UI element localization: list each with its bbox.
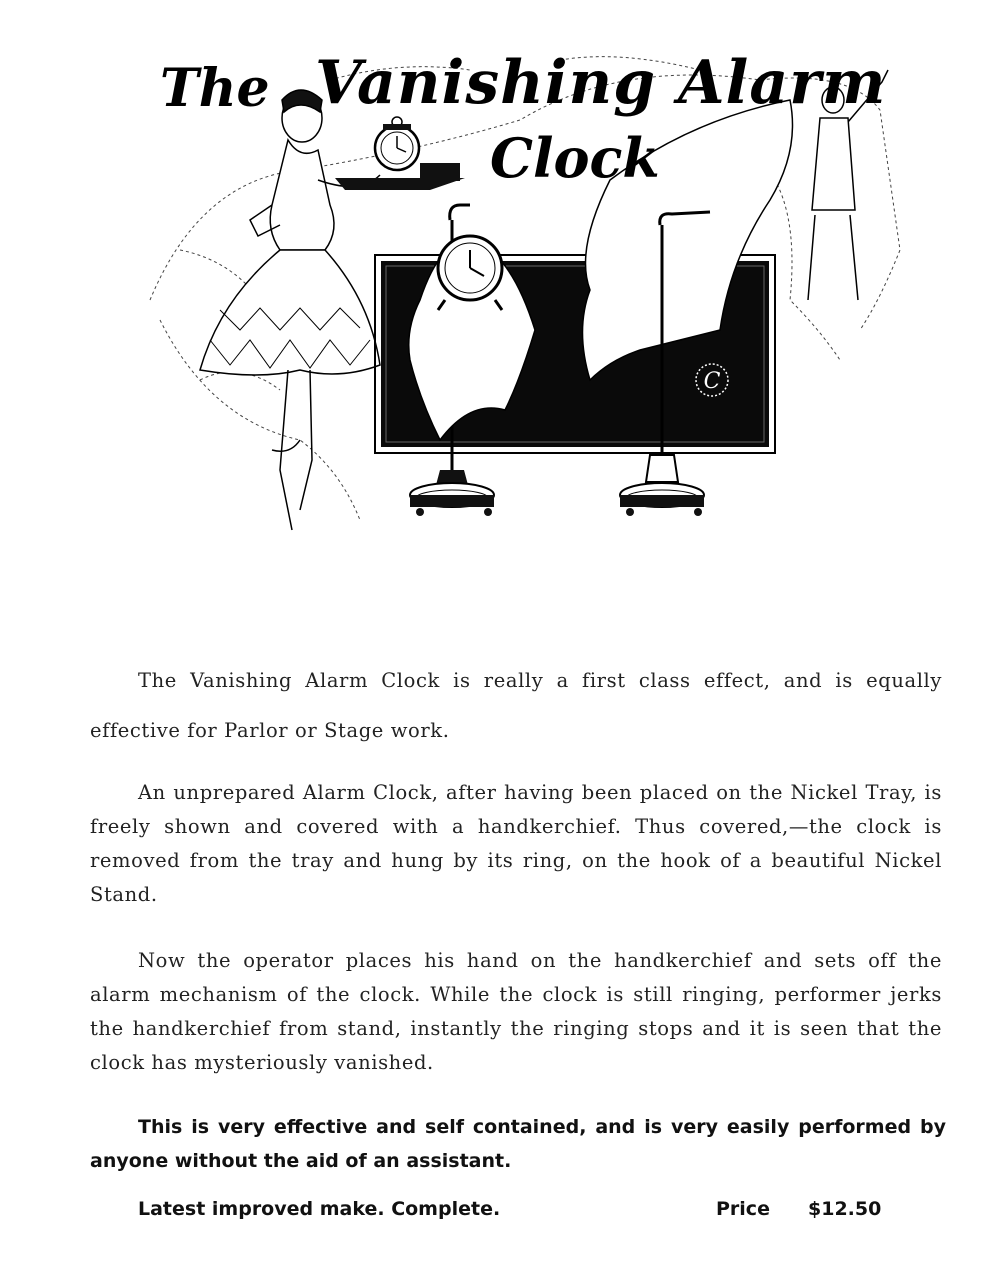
price-value: $12.50 xyxy=(808,1198,882,1220)
price-label: Price xyxy=(716,1198,770,1220)
title-clock: Clock xyxy=(490,126,660,190)
title-the: The xyxy=(160,58,270,119)
woman-figure xyxy=(200,90,380,530)
paragraph-summary: This is very effective and self contained, and is very easily performed by anyone without the aid of an assistant. xyxy=(90,1116,946,1172)
paragraph-description: An unprepared Alarm Clock, after having been placed on the Nickel Tray, is freely shown and covered with a handkerchief. Thus covered,—the clock is removed from the tray and hung by its ring, on the hook of a beautiful Nickel Stand. xyxy=(90,781,942,906)
title-vanishing-alarm: Vanishing Alarm xyxy=(315,48,887,118)
paragraph-intro: The Vanishing Alarm Clock is really a first class effect, and is equally effective for Parlor or Stage work. xyxy=(90,669,942,742)
paragraph-effect: Now the operator places his hand on the handkerchief and sets off the alarm mechanism of the clock. While the clock is still ringing, performer jerks the handkerchief from stand, instantly the ringing stops and it is seen that the clock has mysteriously vanished. xyxy=(90,949,942,1074)
svg-text:C: C xyxy=(703,369,721,394)
left-stand-covered-clock xyxy=(409,205,535,516)
tray-with-clock xyxy=(335,117,465,190)
product-line: Latest improved make. Complete. xyxy=(138,1198,501,1220)
